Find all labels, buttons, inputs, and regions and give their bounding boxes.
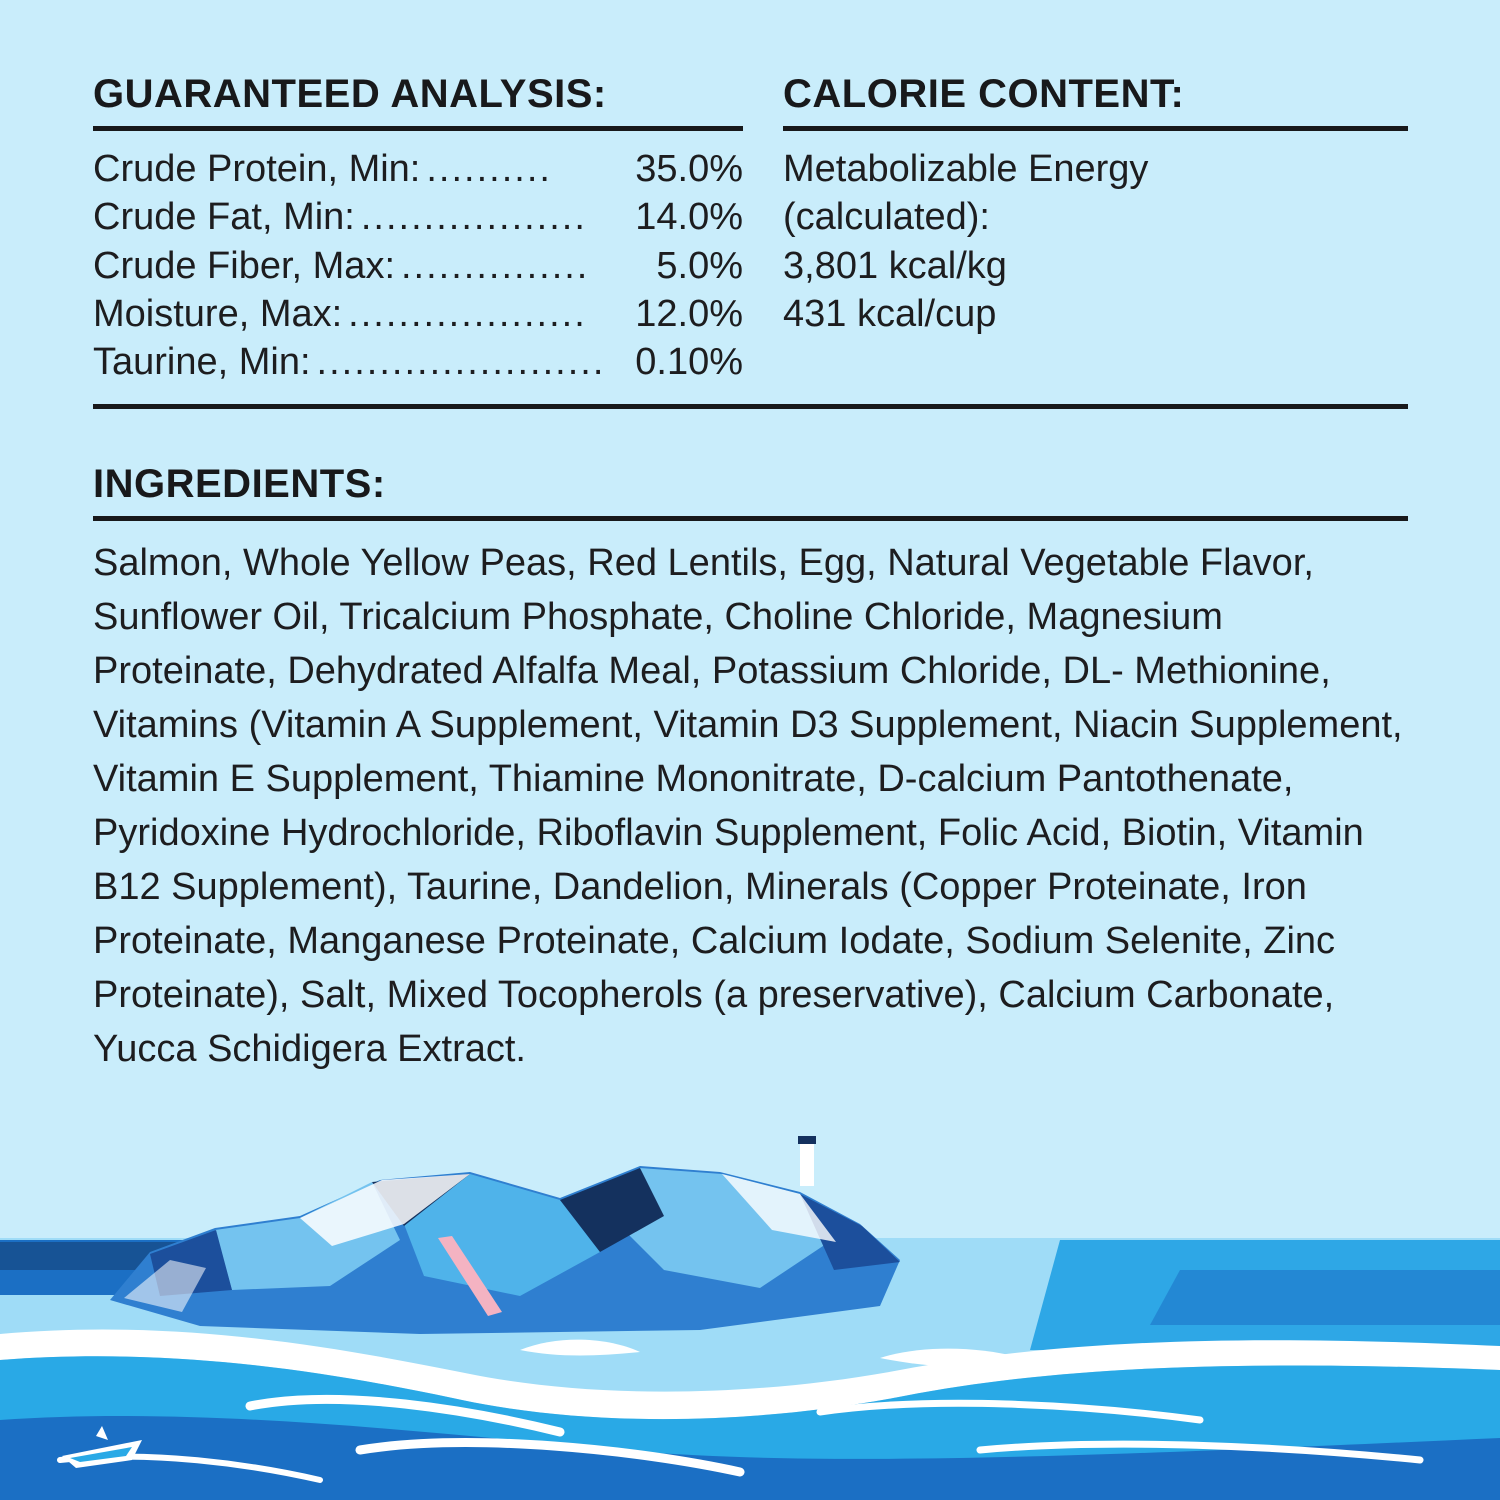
calorie-content-title: CALORIE CONTENT: [783, 72, 1185, 116]
calorie-line: (calculated): [783, 196, 990, 239]
guaranteed-analysis-list [93, 145, 743, 386]
table-row [93, 193, 743, 241]
calorie-content-divider [783, 126, 1408, 131]
ingredients-title: INGREDIENTS: [93, 462, 386, 506]
table-row [93, 290, 743, 338]
table-row [93, 338, 743, 386]
calorie-content-lines [783, 145, 1408, 338]
ingredients-section [93, 462, 1408, 1077]
calorie-line: Metabolizable Energy [783, 148, 1149, 190]
calorie-content-section [783, 72, 1408, 338]
nutrient-label: Crude Fat, Min: [93, 196, 355, 239]
dot-leader: ....................... [316, 341, 606, 383]
nutrient-label: Taurine, Min: [93, 341, 311, 383]
dot-leader: .......... [426, 148, 552, 190]
nutrient-label: Crude Protein, Min: [93, 148, 421, 190]
guaranteed-analysis-title: GUARANTEED ANALYSIS: [93, 72, 607, 116]
table-row [93, 242, 743, 290]
nutrient-label: Moisture, Max: [93, 292, 343, 335]
top-sections [93, 72, 1408, 386]
nutrient-value: 14.0% [635, 196, 743, 239]
nutrient-value: 5.0% [656, 244, 743, 287]
coastal-cliffs-and-sea-illustration [0, 1120, 1500, 1500]
nutrient-value: 35.0% [635, 148, 743, 190]
dot-leader: ................... [348, 292, 587, 335]
nutrient-value: 12.0% [635, 292, 743, 335]
section-separator [93, 404, 1408, 409]
guaranteed-analysis-section [93, 72, 743, 386]
nutrient-value: 0.10% [635, 341, 743, 383]
ingredients-text: Salmon, Whole Yellow Peas, Red Lentils, Egg, Natural Vegetable Flavor, Sunflower Oil, Tricalcium Phosphate, Choline Chloride, Magnesium Proteinate, Dehydrated Alfalfa Meal, Potassium Chloride, DL- Methionine, Vitamins (Vitamin A Supplement, Vitamin D3 Supplement, Niacin Supplement, Vitamin E Supplement, Thiamine Mononitrate, D-calcium Pantothenate, Pyridoxine Hydrochloride, Riboflavin Supplement, Folic Acid, Biotin, Vitamin B12 Supplement), Taurine, Dandelion, Minerals (Copper Proteinate, Iron Proteinate, Manganese Proteinate, Calcium Iodate, Sodium Selenite, Zinc Proteinate), Salt, Mixed Tocopherols (a preservative), Calcium Carbonate, Yucca Schidigera Extract. [93, 542, 1403, 1070]
nutrient-label: Crude Fiber, Max: [93, 244, 395, 287]
guaranteed-analysis-divider [93, 126, 743, 131]
dot-leader: ............... [401, 244, 590, 287]
table-row [93, 145, 743, 193]
calorie-line: 3,801 kcal/kg [783, 244, 1007, 287]
calorie-line: 431 kcal/cup [783, 292, 997, 335]
dot-leader: .................. [360, 196, 587, 239]
ingredients-divider [93, 516, 1408, 521]
